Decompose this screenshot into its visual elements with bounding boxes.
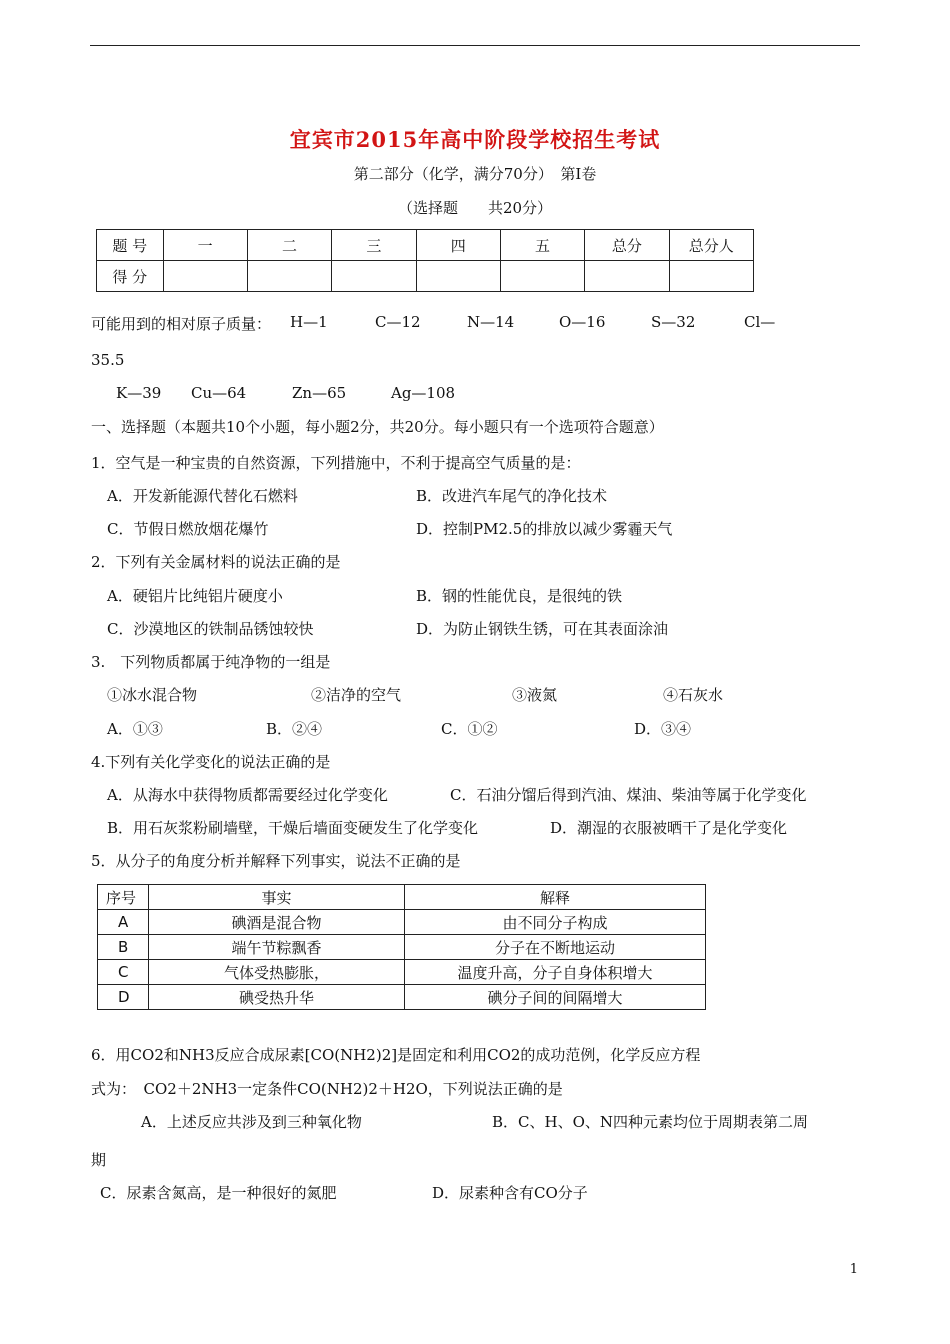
question-6-option-c: C．尿素含氮高，是一种很好的氮肥 <box>100 1184 337 1202</box>
question-3-stem: 3. 下列物质都属于纯净物的一组是 <box>91 653 331 671</box>
question-3-option-a: A．①③ <box>107 720 163 738</box>
atomic-mass-item: Zn—65 <box>292 384 347 402</box>
section-heading: 一、选择题（本题共10个小题，每小题2分，共20分。每小题只有一个选项符合题意） <box>91 418 664 436</box>
score-header-cell: 总分 <box>585 230 669 261</box>
table-cell: D <box>98 985 149 1010</box>
score-header-cell: 题 号 <box>97 230 164 261</box>
score-cell <box>163 261 247 292</box>
score-header-cell: 二 <box>247 230 331 261</box>
score-cell <box>500 261 584 292</box>
exam-title: 宜宾市2015年高中阶段学校招生考试 <box>289 127 661 152</box>
atomic-mass-intro: 可能用到的相对原子质量： <box>91 315 272 333</box>
question-1-option-b: B．改进汽车尾气的净化技术 <box>416 487 608 505</box>
score-header-cell: 一 <box>163 230 247 261</box>
table-row <box>98 910 706 935</box>
question-1-stem: 1．空气是一种宝贵的自然资源，下列措施中，不利于提高空气质量的是： <box>91 454 581 472</box>
question-3-option-d: D．③④ <box>634 720 692 738</box>
question-3-item: ②洁净的空气 <box>311 686 402 704</box>
question-4-option-a: A．从海水中获得物质都需要经过化学变化 <box>107 786 388 804</box>
table-header-cell: 序号 <box>98 885 149 910</box>
table-cell: A <box>98 910 149 935</box>
score-row-label: 得 分 <box>97 261 164 292</box>
atomic-mass-cl-value: 35.5 <box>91 351 125 369</box>
table-row <box>98 960 706 985</box>
table-cell: C <box>98 960 149 985</box>
atomic-mass-item: O—16 <box>559 313 606 331</box>
question-3-item: ③液氮 <box>512 686 558 704</box>
atomic-mass-item: Cl— <box>744 313 776 331</box>
question-4-option-c: C．石油分馏后得到汽油、煤油、柴油等属于化学变化 <box>450 786 807 804</box>
header-rule <box>90 45 860 46</box>
question-6-option-b: B．C、H、O、N四种元素均位于周期表第二周 <box>492 1113 809 1131</box>
score-header-cell: 五 <box>500 230 584 261</box>
table-cell: 由不同分子构成 <box>405 910 706 935</box>
score-cell <box>585 261 669 292</box>
question-3-option-b: B．②④ <box>266 720 323 738</box>
score-cell <box>247 261 331 292</box>
question-4-stem: 4.下列有关化学变化的说法正确的是 <box>91 753 331 771</box>
score-header-cell: 三 <box>332 230 416 261</box>
atomic-mass-item: N—14 <box>467 313 515 331</box>
table-cell: 气体受热膨胀， <box>149 960 405 985</box>
score-header-cell: 四 <box>416 230 500 261</box>
table-row <box>98 985 706 1010</box>
question-3-item: ①冰水混合物 <box>107 686 198 704</box>
atomic-mass-item: S—32 <box>651 313 696 331</box>
question-1-option-a: A．开发新能源代替化石燃料 <box>107 487 298 505</box>
question-2-option-c: C．沙漠地区的铁制品锈蚀较快 <box>107 620 314 638</box>
question-2-option-a: A．硬铝片比纯铝片硬度小 <box>107 587 283 605</box>
question-5-table <box>97 884 706 1010</box>
score-cell <box>669 261 753 292</box>
question-6-stem-line-1: 6．用CO2和NH3反应合成尿素[CO(NH2)2]是固定和利用CO2的成功范例，化学反应方程 <box>91 1046 701 1064</box>
page-number: 1 <box>849 1262 858 1277</box>
question-6-stem-line-2: 式为： CO2＋2NH3一定条件CO(NH2)2＋H2O，下列说法正确的是 <box>91 1080 563 1098</box>
atomic-mass-item: C—12 <box>375 313 421 331</box>
score-cell <box>332 261 416 292</box>
question-1-option-c: C．节假日燃放烟花爆竹 <box>107 520 269 538</box>
atomic-mass-item: Ag—108 <box>391 384 456 402</box>
table-header-cell: 解释 <box>405 885 706 910</box>
table-cell: B <box>98 935 149 960</box>
score-header-cell: 总分人 <box>669 230 753 261</box>
table-header-cell: 事实 <box>149 885 405 910</box>
question-3-option-c: C．①② <box>441 720 498 738</box>
score-table <box>96 229 754 292</box>
question-2-option-d: D．为防止钢铁生锈，可在其表面涂油 <box>416 620 669 638</box>
question-2-option-b: B．钢的性能优良，是很纯的铁 <box>416 587 623 605</box>
question-6-option-b-continued: 期 <box>91 1151 107 1169</box>
question-2-stem: 2．下列有关金属材料的说法正确的是 <box>91 553 341 571</box>
exam-subtitle: 第二部分（化学，满分70分） 第Ⅰ卷 <box>353 165 597 183</box>
question-1-option-d: D．控制PM2.5的排放以减少雾霾天气 <box>416 520 673 538</box>
question-3-item: ④石灰水 <box>663 686 724 704</box>
table-cell: 碘受热升华 <box>149 985 405 1010</box>
question-4-option-b: B．用石灰浆粉刷墙壁，干燥后墙面变硬发生了化学变化 <box>107 819 479 837</box>
table-cell: 温度升高，分子自身体积增大 <box>405 960 706 985</box>
exam-subtitle-2: （选择题 共20分） <box>397 199 553 217</box>
table-row <box>98 935 706 960</box>
question-6-option-d: D．尿素种含有CO分子 <box>432 1184 588 1202</box>
atomic-mass-item: K—39 <box>116 384 162 402</box>
table-cell: 碘酒是混合物 <box>149 910 405 935</box>
table-cell: 端午节粽飘香 <box>149 935 405 960</box>
question-4-option-d: D．潮湿的衣服被晒干了是化学变化 <box>550 819 788 837</box>
score-cell <box>416 261 500 292</box>
question-5-stem: 5．从分子的角度分析并解释下列事实，说法不正确的是 <box>91 852 461 870</box>
question-6-option-a: A．上述反应共涉及到三种氧化物 <box>141 1113 362 1131</box>
table-cell: 碘分子间的间隔增大 <box>405 985 706 1010</box>
table-cell: 分子在不断地运动 <box>405 935 706 960</box>
atomic-mass-item: Cu—64 <box>191 384 247 402</box>
atomic-mass-item: H—1 <box>290 313 328 331</box>
